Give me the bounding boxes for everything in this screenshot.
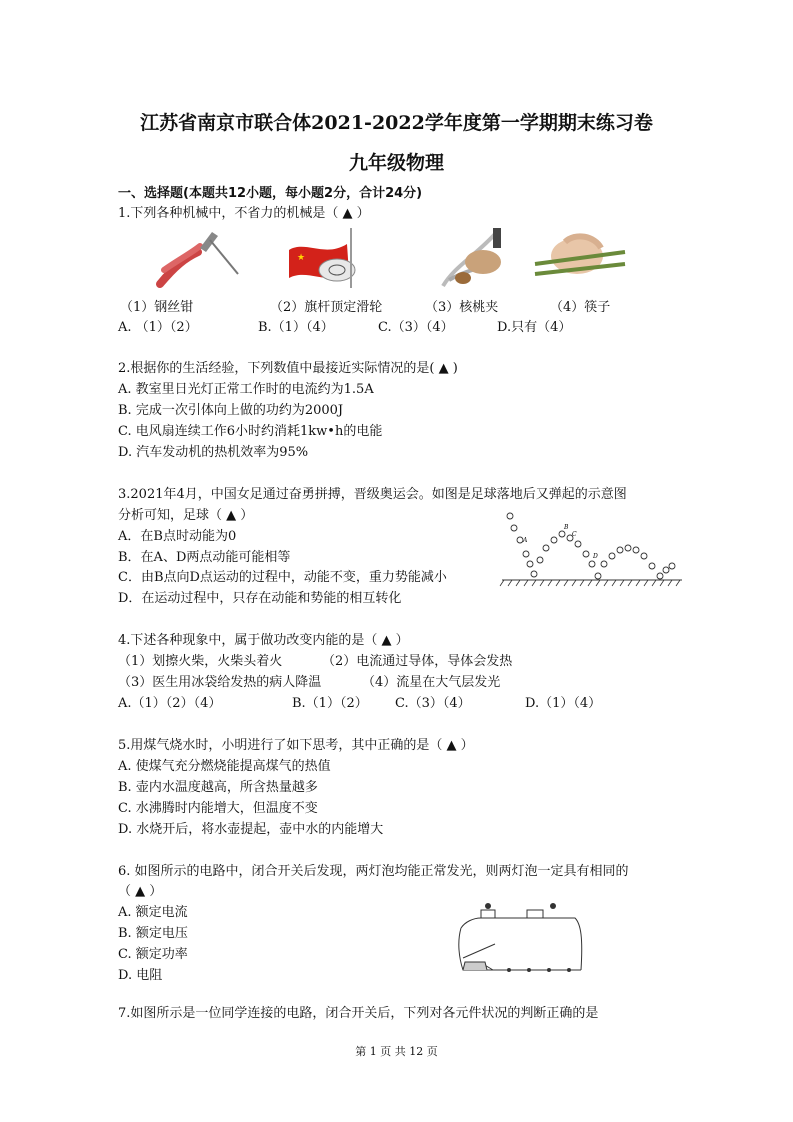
q5-option-b: B. 壶内水温度越高，所含热量越多 bbox=[118, 780, 318, 795]
q4-option-a: A.（1）（2）（4） bbox=[118, 696, 222, 711]
q2-option-b: B. 完成一次引体向上做的功约为2000J bbox=[118, 403, 344, 418]
q1-caption-3: （3）核桃夹 bbox=[425, 300, 499, 315]
q4-item-4: （4）流星在大气层发光 bbox=[362, 675, 501, 690]
q4-item-2: （2）电流通过导体，导体会发热 bbox=[322, 654, 513, 669]
q1-option-b: B.（1）（4） bbox=[258, 320, 334, 335]
q1-caption-4: （4）筷子 bbox=[550, 300, 611, 315]
section-heading: 一、选择题(本题共12小题，每小题2分，合计24分) bbox=[118, 186, 423, 201]
q6-option-c: C. 额定功率 bbox=[118, 947, 188, 962]
exam-subtitle: 九年级物理 bbox=[348, 152, 444, 174]
svg-text:★: ★ bbox=[297, 253, 306, 263]
q5-option-d: D. 水烧开后，将水壶提起，壶中水的内能增大 bbox=[118, 822, 384, 837]
q7-stem: 7.如图所示是一位同学连接的电路，闭合开关后，下列对各元件状况的判断正确的是 bbox=[118, 1006, 599, 1021]
q4-option-d: D.（1）（4） bbox=[525, 696, 602, 711]
q5-option-a: A. 使煤气充分燃烧能提高煤气的热值 bbox=[118, 759, 331, 774]
q2-option-d: D. 汽车发动机的热机效率为95% bbox=[118, 445, 309, 460]
q4-option-c: C.（3）（4） bbox=[395, 696, 471, 711]
fig-label-b: B bbox=[564, 524, 569, 531]
q3-option-a: A．在B点时动能为0 bbox=[118, 529, 237, 544]
q6-option-d: D. 电阻 bbox=[118, 968, 163, 983]
q3-option-d: D．在运动过程中，只存在动能和势能的相互转化 bbox=[118, 591, 402, 606]
q4-item-3: （3）医生用冰袋给发热的病人降温 bbox=[118, 675, 322, 690]
q6-stem-line2: （ ▲ ） bbox=[118, 884, 163, 899]
q1-caption-1: （1）钢丝钳 bbox=[120, 300, 194, 315]
fig-label-a: A bbox=[523, 537, 528, 544]
q4-option-b: B.（1）（2） bbox=[292, 696, 368, 711]
q2-option-c: C. 电风扇连续工作6小时约消耗1kw•h的电能 bbox=[118, 424, 383, 439]
q3-stem-line1: 3.2021年4月，中国女足通过奋勇拼搏，晋级奥运会。如图是足球落地后又弹起的示意图 bbox=[118, 487, 627, 502]
exam-title: 江苏省南京市联合体2021-2022学年度第一学期期末练习卷 bbox=[140, 112, 653, 134]
q5-stem: 5.用煤气烧水时，小明进行了如下思考，其中正确的是（ ▲ ） bbox=[118, 738, 474, 753]
q6-option-a: A. 额定电流 bbox=[118, 905, 188, 920]
circuit-figure bbox=[455, 898, 585, 974]
q3-option-b: B．在A、D两点动能可能相等 bbox=[118, 550, 291, 565]
pulley-flag-figure bbox=[285, 228, 365, 288]
pliers-figure bbox=[150, 226, 245, 296]
page-footer: 第 1 页 共 12 页 bbox=[355, 1045, 438, 1058]
q1-option-d: D.只有（4） bbox=[497, 320, 572, 335]
q2-option-a: A. 教室里日光灯正常工作时的电流约为1.5A bbox=[118, 382, 374, 397]
q5-option-c: C. 水沸腾时内能增大，但温度不变 bbox=[118, 801, 318, 816]
bouncing-ball-figure bbox=[500, 512, 685, 590]
fig-label-d: D bbox=[593, 553, 598, 560]
q6-option-b: B. 额定电压 bbox=[118, 926, 188, 941]
q2-stem: 2.根据你的生活经验，下列数值中最接近实际情况的是( ▲ ) bbox=[118, 361, 458, 376]
q4-stem: 4.下述各种现象中，属于做功改变内能的是（ ▲ ） bbox=[118, 633, 409, 648]
q1-stem: 1.下列各种机械中，不省力的机械是（ ▲ ） bbox=[118, 206, 370, 221]
q4-item-1: （1）划擦火柴，火柴头着火 bbox=[118, 654, 283, 669]
q1-option-c: C.（3）（4） bbox=[378, 320, 454, 335]
q1-option-a: A. （1）（2） bbox=[118, 320, 198, 335]
q3-stem-line2: 分析可知，足球（ ▲ ） bbox=[118, 508, 254, 523]
chopsticks-figure bbox=[535, 228, 625, 286]
q6-stem-line1: 6. 如图所示的电路中，闭合开关后发现，两灯泡均能正常发光，则两灯泡一定具有相同的 bbox=[118, 864, 629, 879]
nutcracker-figure bbox=[435, 226, 510, 296]
q1-caption-2: （2）旗杆顶定滑轮 bbox=[270, 300, 383, 315]
q3-option-c: C．由B点向D点运动的过程中，动能不变，重力势能减小 bbox=[118, 570, 447, 585]
fig-label-c: C bbox=[572, 531, 577, 538]
